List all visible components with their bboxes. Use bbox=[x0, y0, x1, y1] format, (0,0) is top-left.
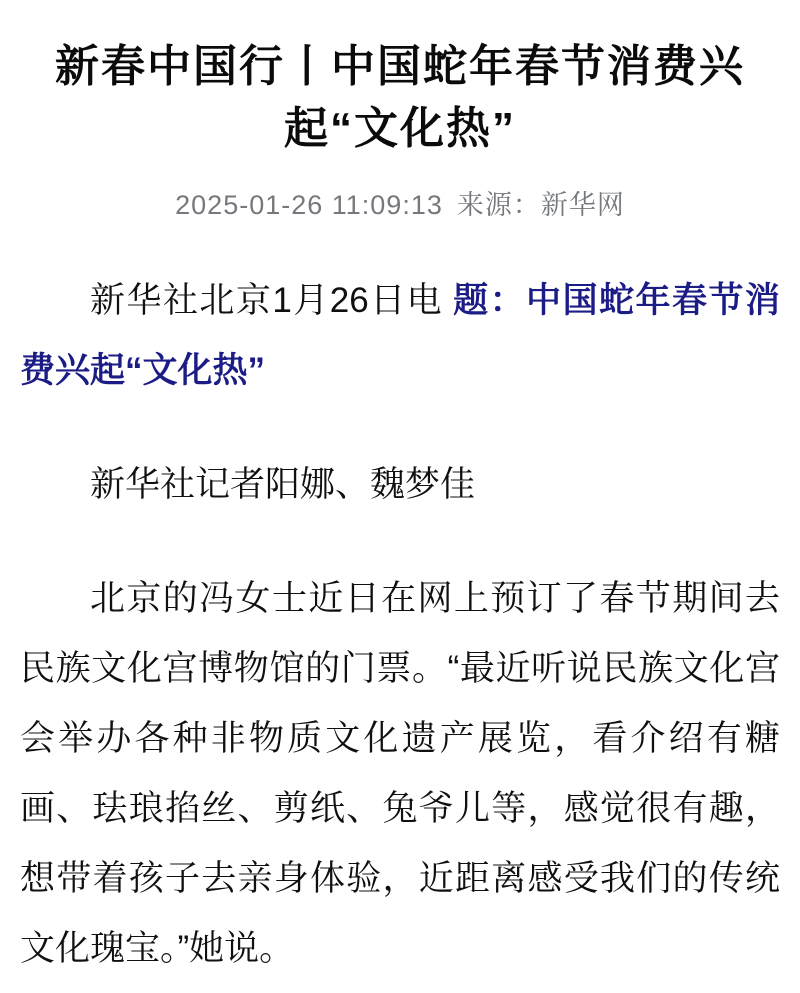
source-name: 新华网 bbox=[540, 190, 625, 220]
body-paragraph: 北京的冯女士近日在网上预订了春节期间去民族文化宫博物馆的门票。“最近听说民族文化宫会举办各种非物质文化遗产展览，看介绍有糖画、珐琅掐丝、剪纸、兔爷儿等，感觉很有趣，想带着孩子去亲身体验，近距离感受我们的传统文化瑰宝。”她说。 bbox=[20, 579, 780, 968]
article-title: 新春中国行丨中国蛇年春节消费兴起“文化热” bbox=[55, 42, 745, 153]
article-meta bbox=[20, 188, 780, 222]
article-body bbox=[20, 266, 780, 984]
lead-paragraph bbox=[20, 266, 780, 406]
source-label: 来源： bbox=[456, 190, 541, 220]
publish-datetime: 2025-01-26 11:09:13 bbox=[175, 190, 443, 220]
dateline: 新华社北京1月26日电 bbox=[90, 281, 444, 320]
inline-headline: 题：中国蛇年春节消费兴起“文化热” bbox=[20, 281, 780, 390]
byline: 新华社记者阳娜、魏梦佳 bbox=[90, 465, 476, 504]
